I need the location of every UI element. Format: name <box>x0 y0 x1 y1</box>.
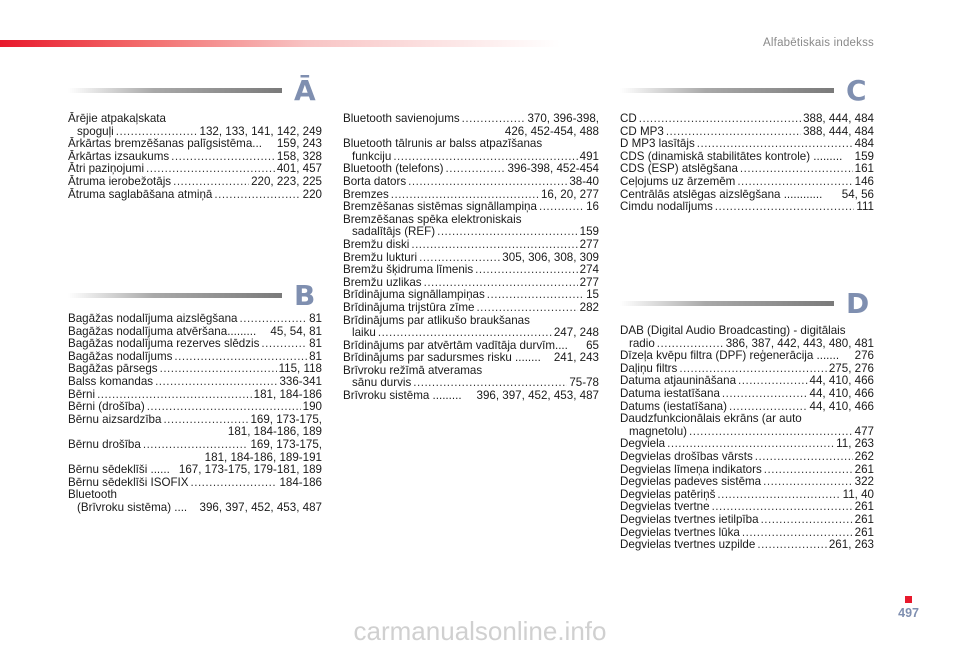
index-entry <box>68 464 322 477</box>
leader-dots <box>487 289 584 302</box>
entry-pages: 305, 306, 308, 309 <box>502 250 599 264</box>
entry-pages: 401, 457 <box>276 162 322 176</box>
entry-term: Degvielas līmeņa indikators <box>620 462 762 476</box>
index-list-a <box>68 113 322 201</box>
letter-heading-c <box>620 74 874 107</box>
leader-dots <box>475 264 578 277</box>
index-entry <box>620 388 874 401</box>
letter-heading-d <box>620 287 874 320</box>
entry-pages: 220, 223, 225 <box>251 174 322 188</box>
entry-term: sānu durvis <box>352 376 412 390</box>
entry-term: Degvielas tvertne <box>620 500 710 514</box>
entry-pages: 322 <box>854 475 874 489</box>
entry-pages: 247, 248 <box>553 326 599 340</box>
index-entry <box>343 302 599 315</box>
entry-term: Ātri paziņojumi <box>68 162 145 176</box>
page-marker-dot <box>905 596 912 603</box>
entry-pages: 169, 173-175, <box>250 437 322 451</box>
leader-dots <box>147 401 301 414</box>
entry-term: Ārkārtas izsaukums <box>68 149 170 163</box>
entry-pages: 11, 263 <box>836 437 874 451</box>
entry-pages: 167, 173-175, 179-181, 189 <box>178 463 322 477</box>
entry-term: Bremžu diski <box>343 237 410 251</box>
index-entry <box>620 451 874 464</box>
entry-pages: 276 <box>854 349 874 363</box>
entry-pages: 45, 54, 81 <box>270 324 322 338</box>
entry-pages: 11, 40 <box>842 487 874 501</box>
entry-term: sadalītājs (REF) <box>352 225 436 239</box>
index-entry: Brīdinājums par atlikušo braukšanas <box>343 313 530 327</box>
leader-dots <box>476 302 577 315</box>
leader-dots <box>761 514 853 527</box>
leader-dots <box>240 313 308 326</box>
leader-dots <box>160 363 277 376</box>
entry-term: Brīvroku sistēma ......... <box>343 389 462 403</box>
leader-dots <box>408 176 567 189</box>
entry-pages: 396-398, 452-454 <box>507 162 599 176</box>
entry-term: Bagāžas nodalījuma aizslēgšana <box>68 312 238 325</box>
leader-dots <box>261 338 307 351</box>
leader-dots <box>378 327 552 340</box>
entry-pages: 241, 243 <box>553 351 599 365</box>
index-entry: DAB (Digital Audio Broadcasting) - digitālais <box>620 324 846 337</box>
index-entry <box>620 350 874 363</box>
entry-term: Bremzes <box>343 187 389 201</box>
entry-term: Ceļojums uz ārzemēm <box>620 174 736 188</box>
letter-heading-b <box>68 279 322 312</box>
entry-pages: 190 <box>302 400 322 414</box>
watermark: carmanualsonline.info <box>353 616 607 646</box>
entry-pages-continued: 181, 184-186, 189-191 <box>204 450 322 464</box>
index-list-b-col1 <box>68 313 322 515</box>
index-entry <box>620 176 874 189</box>
entry-pages: 388, 444, 484 <box>803 112 874 125</box>
entry-term: Balss komandas <box>68 374 154 388</box>
entry-term: Bērnu sēdeklīši ISOFIX <box>68 475 189 489</box>
index-entry <box>343 239 599 252</box>
entry-term: Bremzēšanas sistēmas signāllampiņa <box>343 200 537 214</box>
entry-pages: 396, 397, 452, 453, 487 <box>476 389 599 403</box>
entry-pages: 261 <box>854 525 874 539</box>
leader-dots <box>446 163 506 176</box>
index-entry <box>343 201 599 214</box>
entry-term: Brīdinājuma signāllampiņas <box>343 288 485 302</box>
index-entry <box>68 376 322 389</box>
entry-pages: 161 <box>854 162 874 176</box>
index-entry <box>68 176 322 189</box>
entry-term: Degvielas tvertnes lūka <box>620 525 740 539</box>
leader-dots <box>764 464 853 477</box>
entry-term: Brīdinājums par atvērtām vadītāja durvīm.... <box>343 338 568 352</box>
leader-dots <box>171 151 275 164</box>
leader-dots <box>738 375 808 388</box>
leader-dots <box>155 376 277 389</box>
entry-pages: 146 <box>854 174 874 188</box>
index-entry: Ārējie atpakaļskata <box>68 112 166 125</box>
leader-dots <box>737 176 852 189</box>
entry-term: laiku <box>352 326 376 340</box>
leader-dots <box>755 451 853 464</box>
entry-pages: 159 <box>579 225 599 239</box>
entry-pages: 81 <box>309 349 322 363</box>
entry-pages: 111 <box>856 200 874 214</box>
entry-term: radio <box>629 336 655 350</box>
entry-pages: 220 <box>302 187 322 201</box>
index-entry <box>68 313 322 326</box>
header-accent-bar <box>0 40 560 47</box>
entry-term: Bluetooth savienojums <box>343 112 460 125</box>
index-entry <box>68 439 322 452</box>
entry-term: Bremžu šķidruma līmenis <box>343 263 474 277</box>
entry-pages: 15 <box>586 288 599 302</box>
index-entry <box>620 476 874 489</box>
entry-pages: 44, 410, 466 <box>809 374 874 388</box>
entry-pages: 81 <box>309 337 322 351</box>
entry-pages: 491 <box>579 149 599 163</box>
entry-term: Ātruma saglabāšana atmiņā <box>68 187 213 201</box>
entry-pages: 54, 56 <box>841 187 874 201</box>
leader-dots <box>143 439 249 452</box>
entry-term: funkciju <box>352 149 392 163</box>
entry-pages: 16, 20, 277 <box>540 187 599 201</box>
leader-dots <box>697 138 853 151</box>
entry-term: Bagāžas nodalījuma atvēršana......... <box>68 324 257 338</box>
entry-term: Degvielas padeves sistēma <box>620 475 762 489</box>
entry-term: Bremžu lukturi <box>343 250 418 264</box>
index-entry: Bluetooth tālrunis ar balss atpazīšanas <box>343 137 543 151</box>
entry-pages: 477 <box>854 424 874 438</box>
page-number: 497 <box>898 606 919 620</box>
entry-term: Bērnu sēdeklīši ...... <box>68 463 170 477</box>
index-entry <box>68 138 322 151</box>
index-entry <box>620 514 874 527</box>
entry-pages: 484 <box>854 137 874 151</box>
index-entry <box>620 201 874 214</box>
index-entry <box>620 138 874 151</box>
letter-d: D <box>846 287 870 320</box>
leader-dots <box>740 163 853 176</box>
leader-dots <box>411 239 577 252</box>
leader-dots <box>539 201 584 214</box>
entry-pages: 38-40 <box>569 174 599 188</box>
section-title: Alfabētiskais indekss <box>763 37 874 49</box>
index-list-d <box>620 325 874 552</box>
entry-term: Brīdinājuma trijstūra zīme <box>343 300 475 314</box>
entry-term: Bērnu drošība <box>68 437 141 451</box>
entry-term: Datuma atjaunināšana <box>620 374 737 388</box>
entry-pages: 388, 444, 484 <box>803 124 874 138</box>
letter-b: B <box>294 279 316 312</box>
entry-term: Bērni (drošība) <box>68 400 145 414</box>
leader-dots <box>462 113 526 126</box>
entry-pages: 159, 243 <box>276 137 322 151</box>
entry-pages: 44, 410, 466 <box>809 386 874 400</box>
index-entry: Daudzfunkcionālais ekrāns (ar auto <box>620 412 802 426</box>
entry-pages: 282 <box>579 300 599 314</box>
index-entry <box>68 338 322 351</box>
entry-term: Degvielas tvertnes uzpilde <box>620 538 756 552</box>
entry-term: Borta dators <box>343 174 407 188</box>
entry-pages: 75-78 <box>569 376 599 390</box>
index-entry <box>343 264 599 277</box>
index-entry <box>343 352 599 365</box>
leader-dots <box>214 189 300 202</box>
entry-pages: 274 <box>579 263 599 277</box>
index-entry <box>68 502 322 515</box>
letter-a: Ā <box>294 74 316 107</box>
entry-pages: 277 <box>579 275 599 289</box>
entry-term: Bluetooth (telefons) <box>343 162 444 176</box>
entry-pages: 44, 410, 466 <box>809 399 874 413</box>
index-entry <box>343 390 599 403</box>
entry-pages: 261, 263 <box>828 538 874 552</box>
entry-term: Ātruma ierobežotājs <box>68 174 172 188</box>
entry-term: Bagāžas nodalījuma rezerves slēdzis <box>68 337 260 351</box>
entry-pages-continued: 426, 452-454, 488 <box>504 124 599 138</box>
entry-pages: 261 <box>854 462 874 476</box>
leader-dots <box>639 113 801 126</box>
letter-heading-a <box>68 74 322 107</box>
entry-term: CD <box>620 112 637 125</box>
entry-term: Bērni <box>68 387 96 401</box>
index-entry <box>68 189 322 202</box>
entry-pages-continued: 181, 184-186, 189 <box>227 425 322 439</box>
entry-pages: 115, 118 <box>278 362 322 376</box>
entry-term: Centrālās atslēgas aizslēgšana ............ <box>620 187 823 201</box>
entry-term: Bērnu aizsardzība <box>68 412 162 426</box>
entry-pages: 277 <box>579 237 599 251</box>
entry-term: spoguļi <box>77 124 114 138</box>
entry-term: Degvielas tvertnes ietilpība <box>620 512 759 526</box>
leader-dots <box>437 226 578 239</box>
index-entry: Bremzēšanas spēka elektroniskais <box>343 212 522 226</box>
index-entry <box>68 401 322 414</box>
entry-term: CDS (dinamiskā stabilitātes kontrole) ......... <box>620 149 843 163</box>
entry-term: Bremžu uzlikas <box>343 275 422 289</box>
index-entry <box>343 327 599 340</box>
index-entry <box>620 113 874 126</box>
entry-term: Brīdinājums par sadursmes risku ........ <box>343 351 541 365</box>
leader-dots <box>717 489 840 502</box>
entry-pages: 396, 397, 452, 453, 487 <box>199 500 322 514</box>
entry-pages: 336-341 <box>279 374 322 388</box>
entry-term: Degvielas patēriņš <box>620 487 716 501</box>
leader-dots <box>763 476 853 489</box>
entry-pages: 169, 173-175, <box>250 412 322 426</box>
index-list-b-col2 <box>343 113 599 403</box>
entry-term: (Brīvroku sistēma) .... <box>77 500 188 514</box>
entry-term: Bagāžas nodalījums <box>68 349 173 363</box>
entry-term: magnetolu) <box>629 424 688 438</box>
entry-pages: 158, 328 <box>276 149 322 163</box>
leader-dots <box>191 477 278 490</box>
entry-term: Cimdu nodalījums <box>620 200 713 214</box>
leader-dots <box>757 539 827 552</box>
letter-c: C <box>846 74 867 107</box>
index-entry <box>620 539 874 552</box>
leader-dots <box>715 201 855 214</box>
entry-pages: 132, 133, 141, 142, 249 <box>199 124 322 138</box>
leader-dots <box>722 388 808 401</box>
entry-term: CD MP3 <box>620 124 664 138</box>
entry-term: Datuma iestatīšana <box>620 386 720 400</box>
entry-term: Datums (iestatīšana) <box>620 399 727 413</box>
index-entry <box>343 113 599 126</box>
entry-term: D MP3 lasītājs <box>620 137 695 151</box>
entry-term: Daļiņu filtrs <box>620 361 678 375</box>
leader-dots <box>689 426 853 439</box>
entry-term: Degvielas drošības vārsts <box>620 449 753 463</box>
entry-pages: 386, 387, 442, 443, 480, 481 <box>725 336 874 350</box>
entry-term: Bagāžas pārsegs <box>68 362 158 376</box>
entry-pages: 65 <box>586 338 599 352</box>
entry-term: Ārkārtas bremzēšanas palīgsistēma... <box>68 137 262 151</box>
entry-pages: 16 <box>586 200 599 214</box>
entry-term: Dīzeļa kvēpu filtra (DPF) reģenerācija ....... <box>620 349 840 363</box>
index-entry: Brīvroku režīmā atveramas <box>343 363 483 377</box>
entry-term: CDS (ESP) atslēgšana <box>620 162 738 176</box>
entry-pages: 261 <box>854 500 874 514</box>
index-list-c <box>620 113 874 214</box>
index-entry: Bluetooth <box>68 488 117 502</box>
index-entry <box>343 176 599 189</box>
entry-pages: 370, 396-398, <box>527 112 599 125</box>
entry-pages: 261 <box>854 512 874 526</box>
leader-dots <box>173 176 249 189</box>
entry-pages: 184-186 <box>279 475 322 489</box>
entry-pages: 159 <box>854 149 874 163</box>
entry-pages: 181, 184-186 <box>253 387 322 401</box>
entry-pages: 262 <box>854 449 874 463</box>
entry-pages: 81 <box>309 312 322 325</box>
entry-pages: 275, 276 <box>828 361 874 375</box>
entry-term: Degviela <box>620 437 666 451</box>
